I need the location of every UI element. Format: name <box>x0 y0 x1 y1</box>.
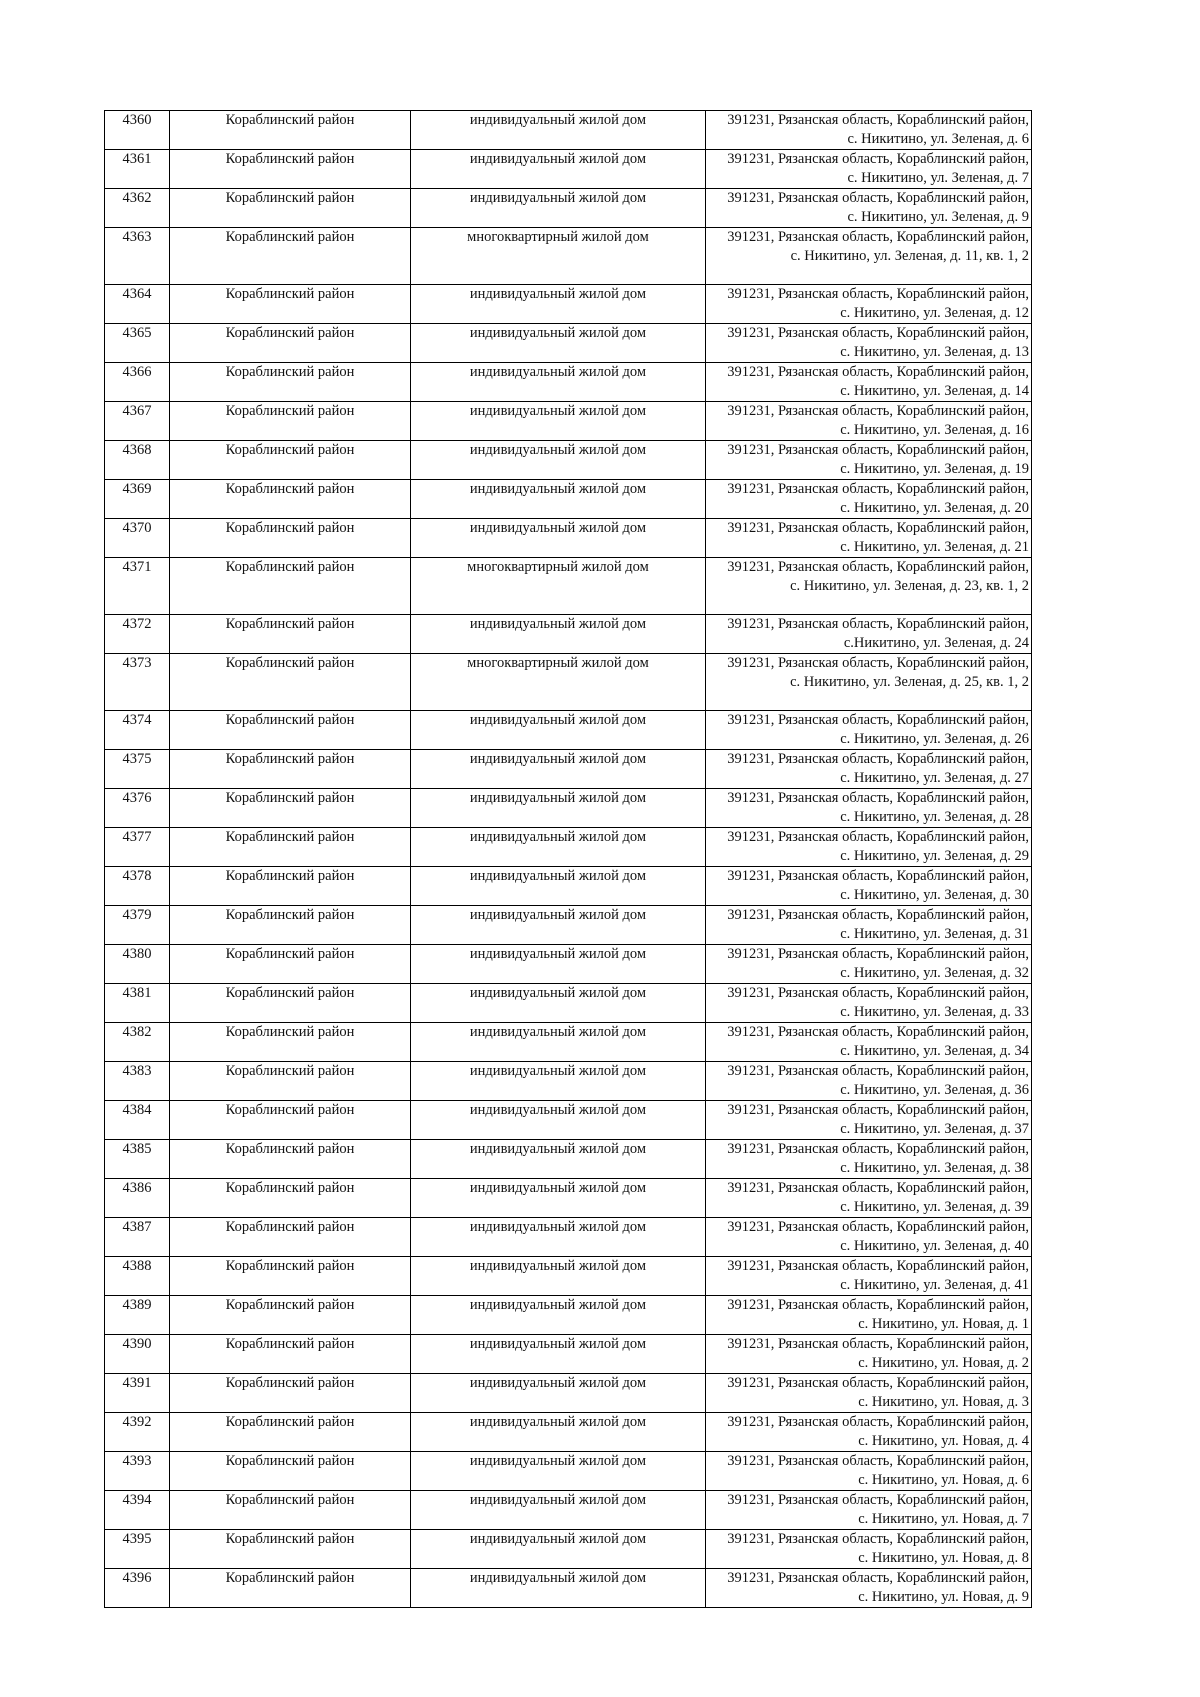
address-line-2: с. Никитино, ул. Зеленая, д. 12 <box>840 305 1029 321</box>
address-line-2: с. Никитино, ул. Новая, д. 3 <box>858 1394 1029 1410</box>
address-line-1: 391231, Рязанская область, Кораблинский район, <box>727 1180 1029 1196</box>
row-number-cell: 4363 <box>105 228 170 285</box>
district-cell: Кораблинский район <box>170 1413 411 1452</box>
address-line-1: 391231, Рязанская область, Кораблинский район, <box>727 1024 1029 1040</box>
district-cell: Кораблинский район <box>170 519 411 558</box>
table-row <box>105 1491 1032 1530</box>
address-cell <box>706 1023 1032 1062</box>
building-type-cell: индивидуальный жилой дом <box>411 441 706 480</box>
address-line-1: 391231, Рязанская область, Кораблинский район, <box>727 1258 1029 1274</box>
table-row <box>105 1335 1032 1374</box>
address-cell <box>706 228 1032 285</box>
address-line-2: с. Никитино, ул. Зеленая, д. 13 <box>840 344 1029 360</box>
table-row <box>105 1023 1032 1062</box>
row-number-cell: 4387 <box>105 1218 170 1257</box>
district-cell: Кораблинский район <box>170 984 411 1023</box>
address-cell <box>706 519 1032 558</box>
table-row <box>105 285 1032 324</box>
building-type-cell: индивидуальный жилой дом <box>411 984 706 1023</box>
address-line-2: с. Никитино, ул. Новая, д. 2 <box>858 1355 1029 1371</box>
address-cell <box>706 1218 1032 1257</box>
building-type-cell: индивидуальный жилой дом <box>411 1140 706 1179</box>
row-number-cell: 4382 <box>105 1023 170 1062</box>
district-cell: Кораблинский район <box>170 828 411 867</box>
table-row <box>105 1530 1032 1569</box>
building-type-cell: индивидуальный жилой дом <box>411 789 706 828</box>
address-line-1: 391231, Рязанская область, Кораблинский район, <box>727 1219 1029 1235</box>
address-line-2: с. Никитино, ул. Зеленая, д. 21 <box>840 539 1029 555</box>
table-row <box>105 1179 1032 1218</box>
district-cell: Кораблинский район <box>170 1140 411 1179</box>
row-number-cell: 4396 <box>105 1569 170 1608</box>
address-cell <box>706 480 1032 519</box>
row-number-cell: 4365 <box>105 324 170 363</box>
district-cell: Кораблинский район <box>170 1062 411 1101</box>
address-line-1: 391231, Рязанская область, Кораблинский район, <box>727 151 1029 167</box>
table-row <box>105 1062 1032 1101</box>
table-row <box>105 228 1032 285</box>
address-line-1: 391231, Рязанская область, Кораблинский район, <box>727 1102 1029 1118</box>
table-row <box>105 1374 1032 1413</box>
address-line-2: с. Никитино, ул. Зеленая, д. 26 <box>840 731 1029 747</box>
address-cell <box>706 1413 1032 1452</box>
address-line-1: 391231, Рязанская область, Кораблинский район, <box>727 364 1029 380</box>
address-line-2: с. Никитино, ул. Новая, д. 6 <box>858 1472 1029 1488</box>
address-cell <box>706 363 1032 402</box>
address-line-2: с.Никитино, ул. Зеленая, д. 24 <box>843 635 1029 651</box>
building-type-cell: индивидуальный жилой дом <box>411 402 706 441</box>
address-line-1: 391231, Рязанская область, Кораблинский район, <box>727 1453 1029 1469</box>
table-row <box>105 1452 1032 1491</box>
address-cell <box>706 1062 1032 1101</box>
row-number-cell: 4381 <box>105 984 170 1023</box>
address-line-1: 391231, Рязанская область, Кораблинский район, <box>727 1141 1029 1157</box>
address-cell <box>706 1491 1032 1530</box>
address-line-1: 391231, Рязанская область, Кораблинский район, <box>727 1297 1029 1313</box>
row-number-cell: 4373 <box>105 654 170 711</box>
building-type-cell: индивидуальный жилой дом <box>411 324 706 363</box>
row-number-cell: 4362 <box>105 189 170 228</box>
address-cell <box>706 324 1032 363</box>
address-line-2: с. Никитино, ул. Зеленая, д. 37 <box>840 1121 1029 1137</box>
district-cell: Кораблинский район <box>170 1491 411 1530</box>
address-cell <box>706 945 1032 984</box>
row-number-cell: 4391 <box>105 1374 170 1413</box>
building-type-cell: индивидуальный жилой дом <box>411 480 706 519</box>
table-row <box>105 789 1032 828</box>
table-row <box>105 402 1032 441</box>
building-type-cell: индивидуальный жилой дом <box>411 1335 706 1374</box>
address-cell <box>706 402 1032 441</box>
district-cell: Кораблинский район <box>170 906 411 945</box>
address-line-1: 391231, Рязанская область, Кораблинский район, <box>727 1375 1029 1391</box>
district-cell: Кораблинский район <box>170 750 411 789</box>
address-line-1: 391231, Рязанская область, Кораблинский район, <box>727 403 1029 419</box>
table-row <box>105 945 1032 984</box>
district-cell: Кораблинский район <box>170 711 411 750</box>
address-line-1: 391231, Рязанская область, Кораблинский район, <box>727 286 1029 302</box>
row-number-cell: 4375 <box>105 750 170 789</box>
district-cell: Кораблинский район <box>170 654 411 711</box>
address-line-1: 391231, Рязанская область, Кораблинский район, <box>727 1063 1029 1079</box>
address-registry-table <box>104 110 1032 1608</box>
district-cell: Кораблинский район <box>170 150 411 189</box>
address-line-1: 391231, Рязанская область, Кораблинский район, <box>727 190 1029 206</box>
row-number-cell: 4369 <box>105 480 170 519</box>
address-line-2: с. Никитино, ул. Зеленая, д. 14 <box>840 383 1029 399</box>
table-row <box>105 150 1032 189</box>
address-line-2: с. Никитино, ул. Зеленая, д. 32 <box>840 965 1029 981</box>
district-cell: Кораблинский район <box>170 1257 411 1296</box>
address-line-1: 391231, Рязанская область, Кораблинский район, <box>727 481 1029 497</box>
address-line-2: с. Никитино, ул. Зеленая, д. 28 <box>840 809 1029 825</box>
address-line-2: с. Никитино, ул. Зеленая, д. 33 <box>840 1004 1029 1020</box>
address-cell <box>706 285 1032 324</box>
address-line-2: с. Никитино, ул. Зеленая, д. 27 <box>840 770 1029 786</box>
table-row <box>105 480 1032 519</box>
row-number-cell: 4384 <box>105 1101 170 1140</box>
building-type-cell: индивидуальный жилой дом <box>411 828 706 867</box>
district-cell: Кораблинский район <box>170 1374 411 1413</box>
district-cell: Кораблинский район <box>170 228 411 285</box>
row-number-cell: 4371 <box>105 558 170 615</box>
address-line-1: 391231, Рязанская область, Кораблинский район, <box>727 829 1029 845</box>
building-type-cell: индивидуальный жилой дом <box>411 1530 706 1569</box>
district-cell: Кораблинский район <box>170 867 411 906</box>
district-cell: Кораблинский район <box>170 1335 411 1374</box>
address-line-2: с. Никитино, ул. Зеленая, д. 30 <box>840 887 1029 903</box>
building-type-cell: индивидуальный жилой дом <box>411 1491 706 1530</box>
building-type-cell: многоквартирный жилой дом <box>411 558 706 615</box>
row-number-cell: 4390 <box>105 1335 170 1374</box>
address-cell <box>706 1452 1032 1491</box>
table-row <box>105 906 1032 945</box>
district-cell: Кораблинский район <box>170 1530 411 1569</box>
table-row <box>105 1257 1032 1296</box>
district-cell: Кораблинский район <box>170 402 411 441</box>
address-line-2: с. Никитино, ул. Зеленая, д. 20 <box>840 500 1029 516</box>
row-number-cell: 4366 <box>105 363 170 402</box>
building-type-cell: индивидуальный жилой дом <box>411 906 706 945</box>
building-type-cell: индивидуальный жилой дом <box>411 150 706 189</box>
address-line-2: с. Никитино, ул. Зеленая, д. 7 <box>847 170 1029 186</box>
district-cell: Кораблинский район <box>170 324 411 363</box>
address-line-1: 391231, Рязанская область, Кораблинский район, <box>727 1492 1029 1508</box>
building-type-cell: индивидуальный жилой дом <box>411 363 706 402</box>
address-line-1: 391231, Рязанская область, Кораблинский район, <box>727 112 1029 128</box>
address-line-1: 391231, Рязанская область, Кораблинский район, <box>727 442 1029 458</box>
building-type-cell: индивидуальный жилой дом <box>411 1179 706 1218</box>
address-cell <box>706 654 1032 711</box>
address-cell <box>706 1257 1032 1296</box>
building-type-cell: индивидуальный жилой дом <box>411 750 706 789</box>
district-cell: Кораблинский район <box>170 945 411 984</box>
table-row <box>105 984 1032 1023</box>
table-row <box>105 558 1032 615</box>
table-row <box>105 615 1032 654</box>
row-number-cell: 4377 <box>105 828 170 867</box>
address-line-1: 391231, Рязанская область, Кораблинский район, <box>727 790 1029 806</box>
row-number-cell: 4367 <box>105 402 170 441</box>
building-type-cell: индивидуальный жилой дом <box>411 111 706 150</box>
address-line-1: 391231, Рязанская область, Кораблинский район, <box>727 559 1029 575</box>
address-cell <box>706 1569 1032 1608</box>
table-row <box>105 750 1032 789</box>
building-type-cell: индивидуальный жилой дом <box>411 1062 706 1101</box>
row-number-cell: 4393 <box>105 1452 170 1491</box>
district-cell: Кораблинский район <box>170 1179 411 1218</box>
district-cell: Кораблинский район <box>170 558 411 615</box>
address-line-1: 391231, Рязанская область, Кораблинский район, <box>727 946 1029 962</box>
table-row <box>105 867 1032 906</box>
building-type-cell: индивидуальный жилой дом <box>411 1569 706 1608</box>
address-line-1: 391231, Рязанская область, Кораблинский район, <box>727 1570 1029 1586</box>
address-cell <box>706 711 1032 750</box>
table-row <box>105 1296 1032 1335</box>
address-cell <box>706 867 1032 906</box>
district-cell: Кораблинский район <box>170 363 411 402</box>
row-number-cell: 4388 <box>105 1257 170 1296</box>
address-cell <box>706 789 1032 828</box>
address-line-2: с. Никитино, ул. Зеленая, д. 40 <box>840 1238 1029 1254</box>
address-line-2: с. Никитино, ул. Новая, д. 1 <box>858 1316 1029 1332</box>
district-cell: Кораблинский район <box>170 1296 411 1335</box>
district-cell: Кораблинский район <box>170 111 411 150</box>
table-row <box>105 1413 1032 1452</box>
district-cell: Кораблинский район <box>170 1452 411 1491</box>
table-row <box>105 1101 1032 1140</box>
row-number-cell: 4394 <box>105 1491 170 1530</box>
address-line-2: с. Никитино, ул. Новая, д. 4 <box>858 1433 1029 1449</box>
building-type-cell: индивидуальный жилой дом <box>411 867 706 906</box>
address-line-1: 391231, Рязанская область, Кораблинский район, <box>727 229 1029 245</box>
table-row <box>105 519 1032 558</box>
district-cell: Кораблинский район <box>170 789 411 828</box>
building-type-cell: индивидуальный жилой дом <box>411 615 706 654</box>
address-line-2: с. Никитино, ул. Новая, д. 9 <box>858 1589 1029 1605</box>
address-cell <box>706 558 1032 615</box>
row-number-cell: 4376 <box>105 789 170 828</box>
address-line-1: 391231, Рязанская область, Кораблинский район, <box>727 1336 1029 1352</box>
building-type-cell: индивидуальный жилой дом <box>411 1023 706 1062</box>
address-cell <box>706 150 1032 189</box>
building-type-cell: индивидуальный жилой дом <box>411 189 706 228</box>
building-type-cell: индивидуальный жилой дом <box>411 1101 706 1140</box>
address-line-2: с. Никитино, ул. Зеленая, д. 41 <box>840 1277 1029 1293</box>
table-row <box>105 324 1032 363</box>
address-cell <box>706 189 1032 228</box>
building-type-cell: индивидуальный жилой дом <box>411 1296 706 1335</box>
address-line-2: с. Никитино, ул. Новая, д. 8 <box>858 1550 1029 1566</box>
address-cell <box>706 615 1032 654</box>
address-line-2: с. Никитино, ул. Зеленая, д. 6 <box>847 131 1029 147</box>
row-number-cell: 4364 <box>105 285 170 324</box>
address-line-2: с. Никитино, ул. Зеленая, д. 29 <box>840 848 1029 864</box>
table-row <box>105 1140 1032 1179</box>
address-line-1: 391231, Рязанская область, Кораблинский район, <box>727 1414 1029 1430</box>
district-cell: Кораблинский район <box>170 1218 411 1257</box>
table-body <box>105 111 1032 1608</box>
address-cell <box>706 750 1032 789</box>
address-line-2: с. Никитино, ул. Зеленая, д. 11, кв. 1, 2 <box>790 248 1029 264</box>
address-line-2: с. Никитино, ул. Зеленая, д. 34 <box>840 1043 1029 1059</box>
building-type-cell: индивидуальный жилой дом <box>411 1452 706 1491</box>
address-cell <box>706 1374 1032 1413</box>
row-number-cell: 4379 <box>105 906 170 945</box>
building-type-cell: индивидуальный жилой дом <box>411 945 706 984</box>
address-cell <box>706 1296 1032 1335</box>
district-cell: Кораблинский район <box>170 1101 411 1140</box>
building-type-cell: индивидуальный жилой дом <box>411 1413 706 1452</box>
row-number-cell: 4386 <box>105 1179 170 1218</box>
district-cell: Кораблинский район <box>170 1569 411 1608</box>
row-number-cell: 4361 <box>105 150 170 189</box>
row-number-cell: 4360 <box>105 111 170 150</box>
address-cell <box>706 828 1032 867</box>
table-row <box>105 1569 1032 1608</box>
table-row <box>105 363 1032 402</box>
address-cell <box>706 1530 1032 1569</box>
address-line-2: с. Никитино, ул. Зеленая, д. 9 <box>847 209 1029 225</box>
address-line-2: с. Никитино, ул. Зеленая, д. 31 <box>840 926 1029 942</box>
district-cell: Кораблинский район <box>170 441 411 480</box>
address-line-1: 391231, Рязанская область, Кораблинский район, <box>727 325 1029 341</box>
table-row <box>105 189 1032 228</box>
row-number-cell: 4389 <box>105 1296 170 1335</box>
address-line-1: 391231, Рязанская область, Кораблинский район, <box>727 616 1029 632</box>
row-number-cell: 4383 <box>105 1062 170 1101</box>
address-line-2: с. Никитино, ул. Зеленая, д. 25, кв. 1, 2 <box>790 674 1029 690</box>
row-number-cell: 4370 <box>105 519 170 558</box>
address-cell <box>706 1140 1032 1179</box>
table-row <box>105 711 1032 750</box>
address-line-1: 391231, Рязанская область, Кораблинский район, <box>727 907 1029 923</box>
row-number-cell: 4378 <box>105 867 170 906</box>
address-line-1: 391231, Рязанская область, Кораблинский район, <box>727 985 1029 1001</box>
address-line-2: с. Никитино, ул. Зеленая, д. 16 <box>840 422 1029 438</box>
row-number-cell: 4395 <box>105 1530 170 1569</box>
address-cell <box>706 1101 1032 1140</box>
building-type-cell: индивидуальный жилой дом <box>411 711 706 750</box>
address-cell <box>706 111 1032 150</box>
building-type-cell: индивидуальный жилой дом <box>411 1374 706 1413</box>
district-cell: Кораблинский район <box>170 189 411 228</box>
table-row <box>105 654 1032 711</box>
address-cell <box>706 1179 1032 1218</box>
building-type-cell: индивидуальный жилой дом <box>411 519 706 558</box>
row-number-cell: 4374 <box>105 711 170 750</box>
building-type-cell: многоквартирный жилой дом <box>411 228 706 285</box>
row-number-cell: 4380 <box>105 945 170 984</box>
table-row <box>105 828 1032 867</box>
table-row <box>105 441 1032 480</box>
building-type-cell: индивидуальный жилой дом <box>411 285 706 324</box>
row-number-cell: 4368 <box>105 441 170 480</box>
district-cell: Кораблинский район <box>170 615 411 654</box>
address-line-1: 391231, Рязанская область, Кораблинский район, <box>727 868 1029 884</box>
table-row <box>105 1218 1032 1257</box>
address-line-1: 391231, Рязанская область, Кораблинский район, <box>727 1531 1029 1547</box>
address-line-2: с. Никитино, ул. Зеленая, д. 19 <box>840 461 1029 477</box>
address-line-2: с. Никитино, ул. Зеленая, д. 39 <box>840 1199 1029 1215</box>
row-number-cell: 4392 <box>105 1413 170 1452</box>
address-cell <box>706 906 1032 945</box>
district-cell: Кораблинский район <box>170 480 411 519</box>
address-cell <box>706 441 1032 480</box>
address-line-1: 391231, Рязанская область, Кораблинский район, <box>727 712 1029 728</box>
address-line-1: 391231, Рязанская область, Кораблинский район, <box>727 655 1029 671</box>
table-row <box>105 111 1032 150</box>
address-cell <box>706 984 1032 1023</box>
address-line-1: 391231, Рязанская область, Кораблинский район, <box>727 520 1029 536</box>
district-cell: Кораблинский район <box>170 1023 411 1062</box>
district-cell: Кораблинский район <box>170 285 411 324</box>
building-type-cell: индивидуальный жилой дом <box>411 1218 706 1257</box>
address-line-1: 391231, Рязанская область, Кораблинский район, <box>727 751 1029 767</box>
row-number-cell: 4372 <box>105 615 170 654</box>
building-type-cell: многоквартирный жилой дом <box>411 654 706 711</box>
address-line-2: с. Никитино, ул. Новая, д. 7 <box>858 1511 1029 1527</box>
address-line-2: с. Никитино, ул. Зеленая, д. 36 <box>840 1082 1029 1098</box>
address-line-2: с. Никитино, ул. Зеленая, д. 23, кв. 1, 2 <box>790 578 1029 594</box>
row-number-cell: 4385 <box>105 1140 170 1179</box>
address-line-2: с. Никитино, ул. Зеленая, д. 38 <box>840 1160 1029 1176</box>
building-type-cell: индивидуальный жилой дом <box>411 1257 706 1296</box>
address-cell <box>706 1335 1032 1374</box>
